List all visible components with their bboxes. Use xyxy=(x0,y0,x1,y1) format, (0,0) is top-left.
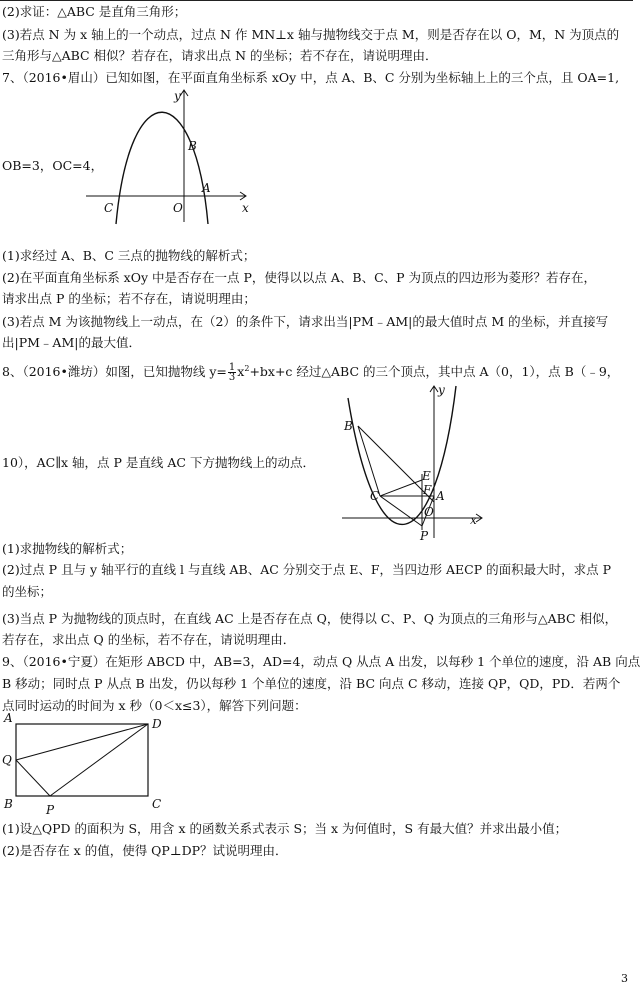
q9-rectangle xyxy=(16,724,148,796)
q7-label-y: y xyxy=(174,89,181,103)
q7-part1: (1)求经过 A、B、C 三点的抛物线的解析式； xyxy=(2,248,256,263)
q9-label-p: P xyxy=(46,803,55,817)
q9-label-c: C xyxy=(152,797,162,811)
q8-label-e: E xyxy=(422,469,431,483)
q8-stem-c: +bx+c 经过△ABC 的三个顶点，其中点 A（0，1），点 B（﹣9， xyxy=(249,364,620,380)
q8-stem-x: x xyxy=(237,364,245,380)
q7-label-c: C xyxy=(104,201,114,215)
q7-part2-line2: 请求出点 P 的坐标；若不存在，请说明理由； xyxy=(2,291,256,306)
q9-part1: (1)设△QPD 的面积为 S，用含 x 的函数关系式表示 S；当 x 为何值时，S 有最大值？并求出最小值； xyxy=(2,821,568,836)
q8-part3-line2: 若存在，求出点 Q 的坐标，若不存在，请说明理由． xyxy=(2,632,296,647)
q8-stem-a: 8、（2016•潍坊）如图，已知抛物线 y= xyxy=(2,364,227,380)
q8-parabola xyxy=(348,386,456,524)
q8-label-x: x xyxy=(470,513,477,527)
q8-label-o: O xyxy=(424,505,434,519)
q9-stem-line2: B 移动；同时点 P 从点 B 出发，仍以每秒 1 个单位的速度，沿 BC 向点 C 移动，连接 QP，QD，PD．若两个 xyxy=(2,676,621,691)
q9-stem-line1: 9、（2016•宁夏）在矩形 ABCD 中，AB=3，AD=4，动点 Q 从点 A 出发，以每秒 1 个单位的速度，沿 AB 向点 xyxy=(2,654,640,669)
q7-part3-line2: 出|PM﹣AM|的最大值． xyxy=(2,335,141,350)
q8-segment-ce xyxy=(380,480,422,496)
page-number: 3 xyxy=(621,972,628,985)
q9-segment-qd xyxy=(16,724,148,760)
q8-part2-line2: 的坐标； xyxy=(2,584,53,599)
q8-part2-line1: (2)过点 P 且与 y 轴平行的直线 l 与直线 AB、AC 分别交于点 E、F，当四边形 AECP 的面积最大时，求点 P xyxy=(2,562,611,577)
q7-part3-line1: (3)若点 M 为该抛物线上一动点，在（2）的条件下，请求出当|PM﹣AM|的最大值时点 M 的坐标，并直接写 xyxy=(2,314,609,329)
q7-label-o: O xyxy=(173,201,183,215)
q8-segment-cp xyxy=(380,496,422,526)
q8-part1: (1)求抛物线的解析式； xyxy=(2,541,133,556)
q9-label-b: B xyxy=(4,797,13,811)
fraction-numerator: 1 xyxy=(228,362,236,374)
fraction-denominator: 3 xyxy=(228,372,236,384)
q7-part2-line1: (2)在平面直角坐标系 xOy 中是否存在一点 P，使得以以点 A、B、C、P 为顶点的四边形为菱形？若存在， xyxy=(2,270,597,285)
q7-parabola xyxy=(116,112,208,224)
q6-part3-line2: 三角形与△ABC 相似？若存在，请求出点 N 的坐标；若不存在，请说明理由． xyxy=(2,48,438,63)
q8-figure xyxy=(336,382,486,542)
q8-label-c: C xyxy=(370,489,380,503)
q7-label-a: A xyxy=(202,181,211,195)
q8-stem-exponent: 2 xyxy=(244,364,250,373)
q8-label-f: F xyxy=(423,483,432,497)
q9-segment-qp xyxy=(16,760,50,796)
q9-label-q: Q xyxy=(2,753,12,767)
q9-part2: (2)是否存在 x 的值，使得 QP⊥DP？试说明理由． xyxy=(2,843,288,858)
q8-label-y: y xyxy=(438,383,445,397)
q8-part3-line1: (3)当点 P 为抛物线的顶点时，在直线 AC 上是否存在点 Q，使得以 C、P、Q 为顶点的三角形与△ABC 相似， xyxy=(2,611,618,626)
q9-figure xyxy=(0,710,180,820)
q7-stem-cont: OB=3，OC=4， xyxy=(2,158,104,173)
header-rule xyxy=(0,0,633,1)
q9-segment-pd xyxy=(50,724,148,796)
q6-part2: (2)求证：△ABC 是直角三角形； xyxy=(2,4,187,19)
q7-stem: 7、（2016•眉山）已知如图，在平面直角坐标系 xOy 中，点 A、B、C 分别为坐标轴上上的三个点，且 OA=1, xyxy=(2,70,620,85)
fraction-one-third xyxy=(228,363,236,382)
q8-stem xyxy=(2,361,619,382)
q7-label-x: x xyxy=(242,201,249,215)
q9-label-d: D xyxy=(152,717,162,731)
q7-label-b: B xyxy=(188,139,197,153)
q9-stem-line3: 点同时运动的时间为 x 秒（0＜x≤3），解答下列问题： xyxy=(2,698,307,713)
q8-label-b: B xyxy=(344,419,353,433)
q8-label-p: P xyxy=(420,529,429,543)
q8-label-a: A xyxy=(436,489,445,503)
q6-part3-line1: (3)若点 N 为 x 轴上的一个动点，过点 N 作 MN⊥x 轴与抛物线交于点 M，则是否存在以 O，M，N 为顶点的 xyxy=(2,27,620,42)
q9-label-a: A xyxy=(4,711,13,725)
q8-stem-cont: 10），AC∥x 轴，点 P 是直线 AC 下方抛物线上的动点． xyxy=(2,455,315,470)
q7-figure xyxy=(80,88,260,228)
